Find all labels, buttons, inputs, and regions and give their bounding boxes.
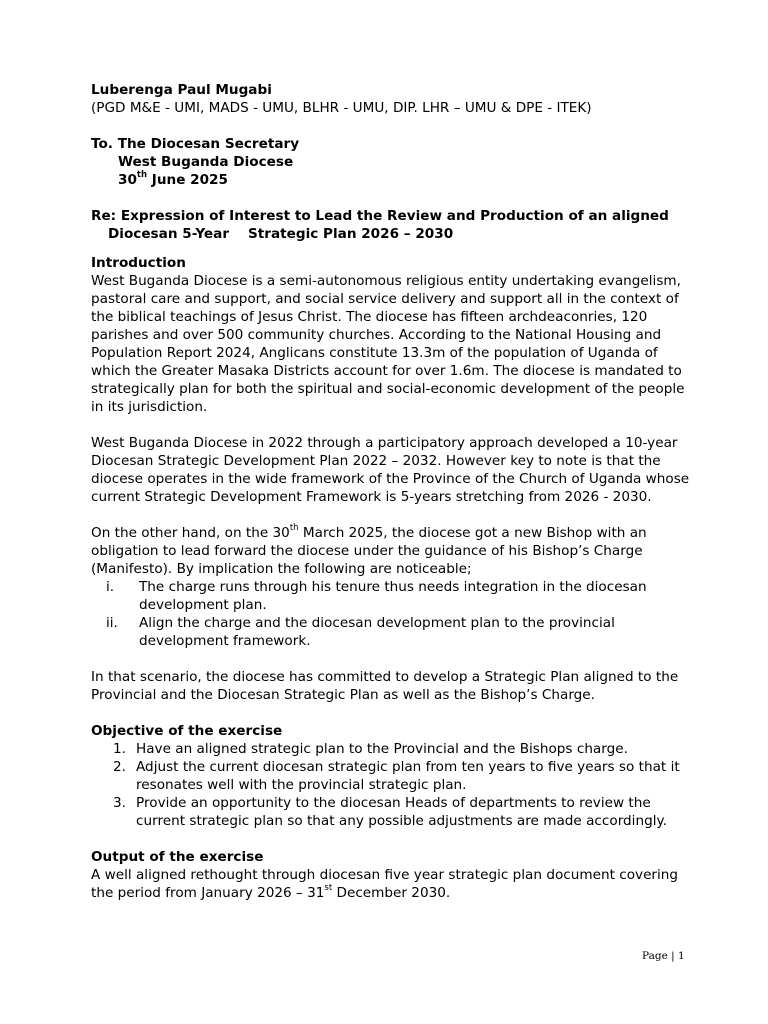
intro-paragraph-2: West Buganda Diocese in 2022 through a participatory approach developed a 10-year Diocesan Strategic Development Plan 2022 – 2032. However key to note is that the diocese operates in the wide framework of the Province of the Church of Uganda whose current Strategic Development Framework is 5-years stretching from 2026 - 2030.: [91, 435, 690, 505]
intro-paragraph-1: West Buganda Diocese is a semi-autonomous religious entity undertaking evangelism, pastoral care and support, and social service delivery and support all in the context of the biblical teachings of Jesus Christ. The diocese has fifteen archdeaconries, 120 parishes and over 500 community churches. According to the National Housing and Population Report 2024, Anglicans constitute 13.3m of the population of Uganda of which the Greater Masaka Districts account for over 1.6m. The diocese is mandated to strategically plan for both the spiritual and social-economic development of the people in its jurisdiction.: [91, 273, 685, 415]
subject-line-1: Re: Expression of Interest to Lead the Review and Production of an aligned: [91, 208, 669, 224]
list-item: 2. Adjust the current diocesan strategic plan from ten years to five years so that it resonates well with the provincial strategic plan.: [113, 759, 680, 793]
addressee-org: West Buganda Diocese: [118, 154, 294, 170]
section-heading-output: Output of the exercise: [91, 849, 264, 865]
author-name: Luberenga Paul Mugabi: [91, 82, 272, 98]
list-item: 3. Provide an opportunity to the diocesan Heads of departments to review the current strategic plan so that any possible adjustments are made accordingly.: [113, 795, 667, 829]
addressee-to: To. The Diocesan Secretary: [91, 136, 300, 152]
implications-list: [91, 578, 691, 650]
list-item: i. The charge runs through his tenure thus needs integration in the diocesan development plan.: [106, 579, 647, 613]
section-heading-objective: Objective of the exercise: [91, 723, 283, 739]
author-credentials: (PGD M&E - UMI, MADS - UMU, BLHR - UMU, DIP. LHR – UMU & DPE - ITEK): [91, 100, 592, 116]
intro-paragraph-4: In that scenario, the diocese has committed to develop a Strategic Plan aligned to the Provincial and the Diocesan Strategic Plan as well as the Bishop’s Charge.: [91, 669, 679, 703]
intro-paragraph-3: On the other hand, on the 30th March 2025, the diocese got a new Bishop with an obligation to lead forward the diocese under the guidance of his Bishop’s Charge (Manifesto). By implication the following are noticeable;: [91, 523, 647, 577]
page-number: Page | 1: [642, 950, 685, 962]
list-item: ii. Align the charge and the diocesan development plan to the provincial development framework.: [106, 615, 615, 649]
subject-line-2: Diocesan 5-Year Strategic Plan 2026 – 2030: [108, 226, 454, 242]
list-item: 1. Have an aligned strategic plan to the Provincial and the Bishops charge.: [113, 741, 628, 757]
letter-date: 30th June 2025: [118, 170, 228, 188]
document-page: [91, 81, 691, 902]
objectives-list: [91, 740, 691, 830]
output-paragraph: A well aligned rethought through diocesan five year strategic plan document covering the period from January 2026 – 31st December 2030.: [91, 867, 679, 901]
section-heading-introduction: Introduction: [91, 255, 186, 271]
